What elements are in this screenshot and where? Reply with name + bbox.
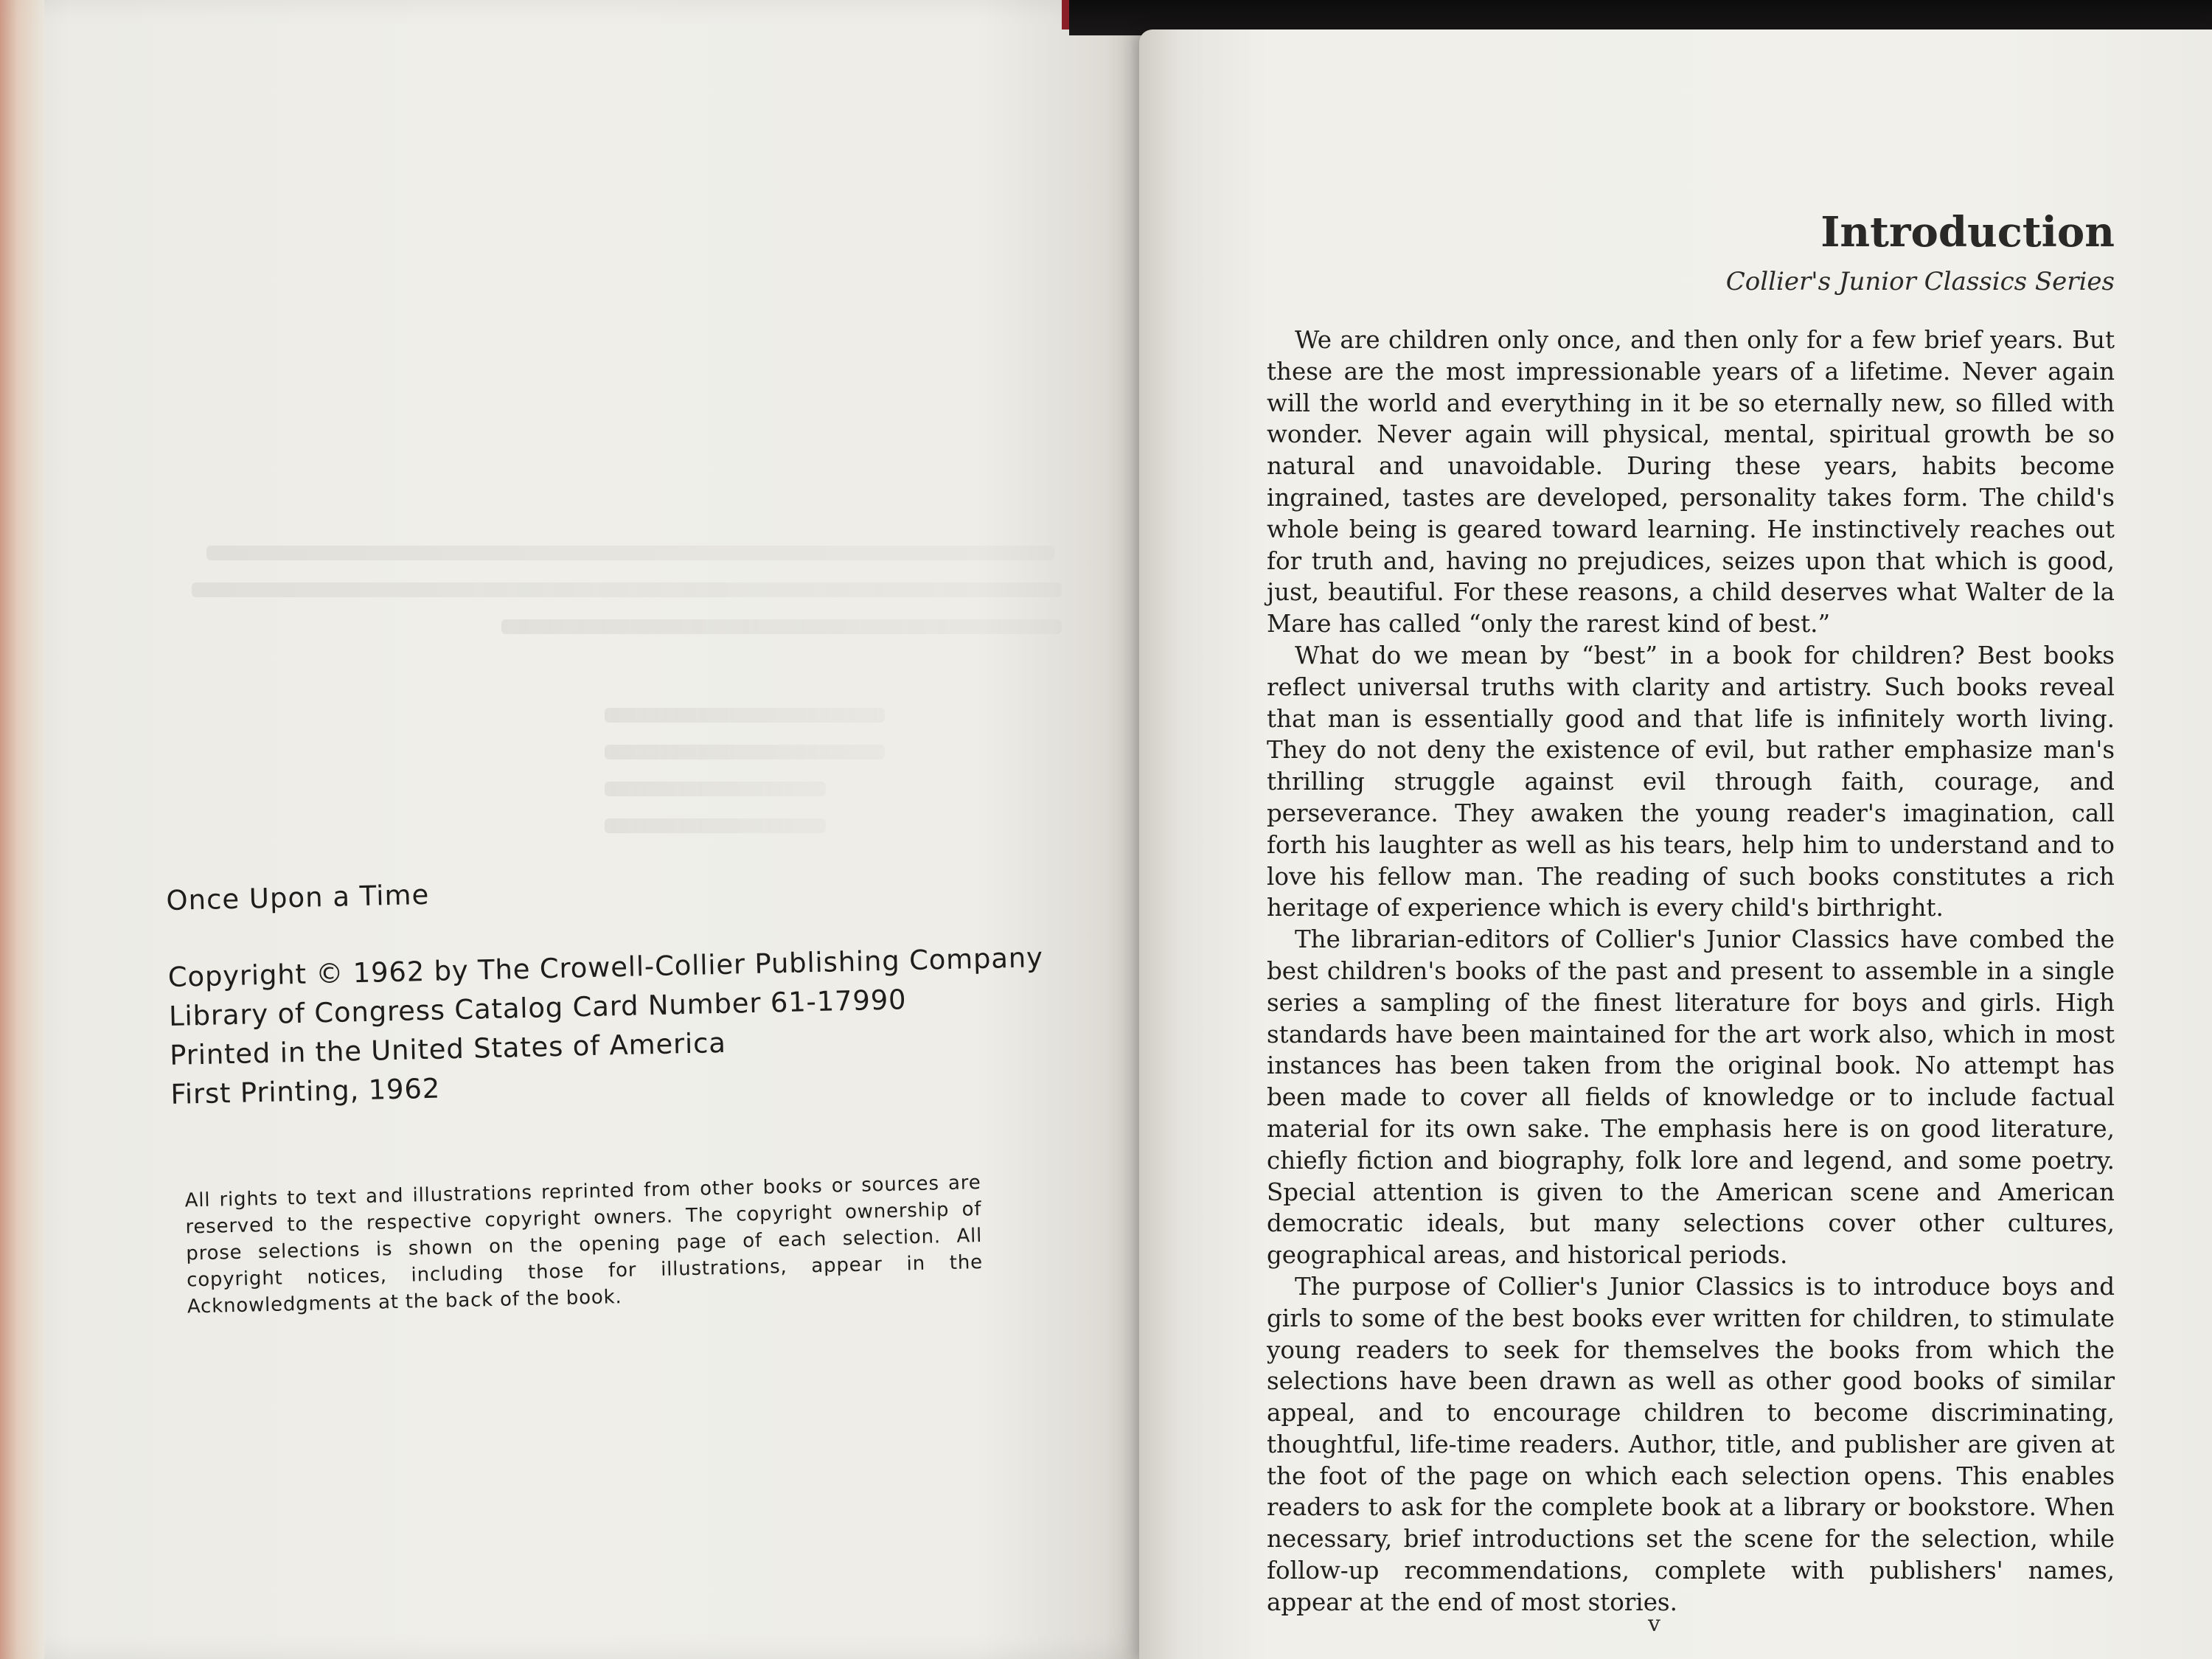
printed-in-line: Printed in the United States of America (169, 1026, 727, 1071)
paragraph: The librarian-editors of Collier's Junior Classics have combed the best children's books of the past and present to assemble in a single series a sampling of the finest literature for boys and girls. High standards have been maintained for the art work also, which in most instances has been taken from the original book. No attempt has been made to cover all fields of knowledge or to include factual material for its own sake. The emphasis here is on good literature, chiefly fiction and biography, folk lore and legend, and some poetry. Special attention is given to the American scene and American democratic ideals, but many selections cover other cultures, geographical areas, and historical periods. (1267, 925, 2115, 1270)
show-through-lines (192, 546, 1077, 855)
left-page-edge (0, 0, 44, 1659)
paragraph: The purpose of Collier's Junior Classics is to introduce boys and girls to some of the best books ever written for children, to stimulate young readers to seek for themselves the books from which the selections have been drawn as well as other good books of similar appeal, and to encourage children to become discriminating, thoughtful, life-time readers. Author, title, and publisher are given at the foot of the page on which each selection opens. This enables readers to ask for the complete book at a library or bookstore. When necessary, brief introductions set the scene for the selection, while follow-up recommendations, complete with publishers' names, appear at the end of most stories. (1267, 1272, 2115, 1616)
first-printing-line: First Printing, 1962 (170, 1072, 441, 1110)
page-number: v (1648, 1611, 1660, 1637)
introduction-body (1267, 324, 2115, 1618)
catalog-number-line: Library of Congress Catalog Card Number 61-17990 (168, 984, 907, 1032)
series-subtitle: Collier's Junior Classics Series (1725, 267, 2115, 296)
paragraph: We are children only once, and then only for a few brief years. But these are the most impressionable years of a lifetime. Never again will the world and everything in it be so eternally new, so filled with wonder. Never again will physical, mental, spiritual growth be so natural and unavoidable. During these years, habits become ingrained, tastes are developed, personality takes form. The child's whole being is geared toward learning. He instinctively reaches out for truth and, having no prejudices, seizes upon that which is good, just, beautiful. For these reasons, a child deserves what Walter de la Mare has called “only the rarest kind of best.” (1267, 326, 2115, 639)
copyright-page-text (166, 864, 1082, 1321)
copyright-block (167, 937, 1077, 1114)
paragraph: What do we mean by “best” in a book for children? Best books reflect universal truths with clarity and artistry. Such books reveal that man is essentially good and that life is infinitely worth living. They do not deny the existence of evil, but rather emphasize man's thrilling struggle against evil through faith, courage, and perseverance. They awaken the young reader's imagination, call forth his laughter as well as his tears, help him to understand and to love his fellow man. The reading of such books constitutes a rich heritage of experience which is every child's birthright. (1267, 641, 2115, 922)
copyright-line: Copyright © 1962 by The Crowell-Collier Publishing Company (167, 942, 1044, 993)
rights-notice: All rights to text and illustrations reprinted from other books or sources are reserved to the respective copyright owners. The copyright ownership of prose selections is shown on the opening page of each selection. All copyright notices, including those for illustrations, appear in the Acknowledgments at the back of the book. (184, 1172, 984, 1318)
introduction-page (1267, 206, 2115, 1618)
page-title: Introduction (1820, 208, 2115, 257)
book-title: Once Upon a Time (166, 878, 430, 917)
